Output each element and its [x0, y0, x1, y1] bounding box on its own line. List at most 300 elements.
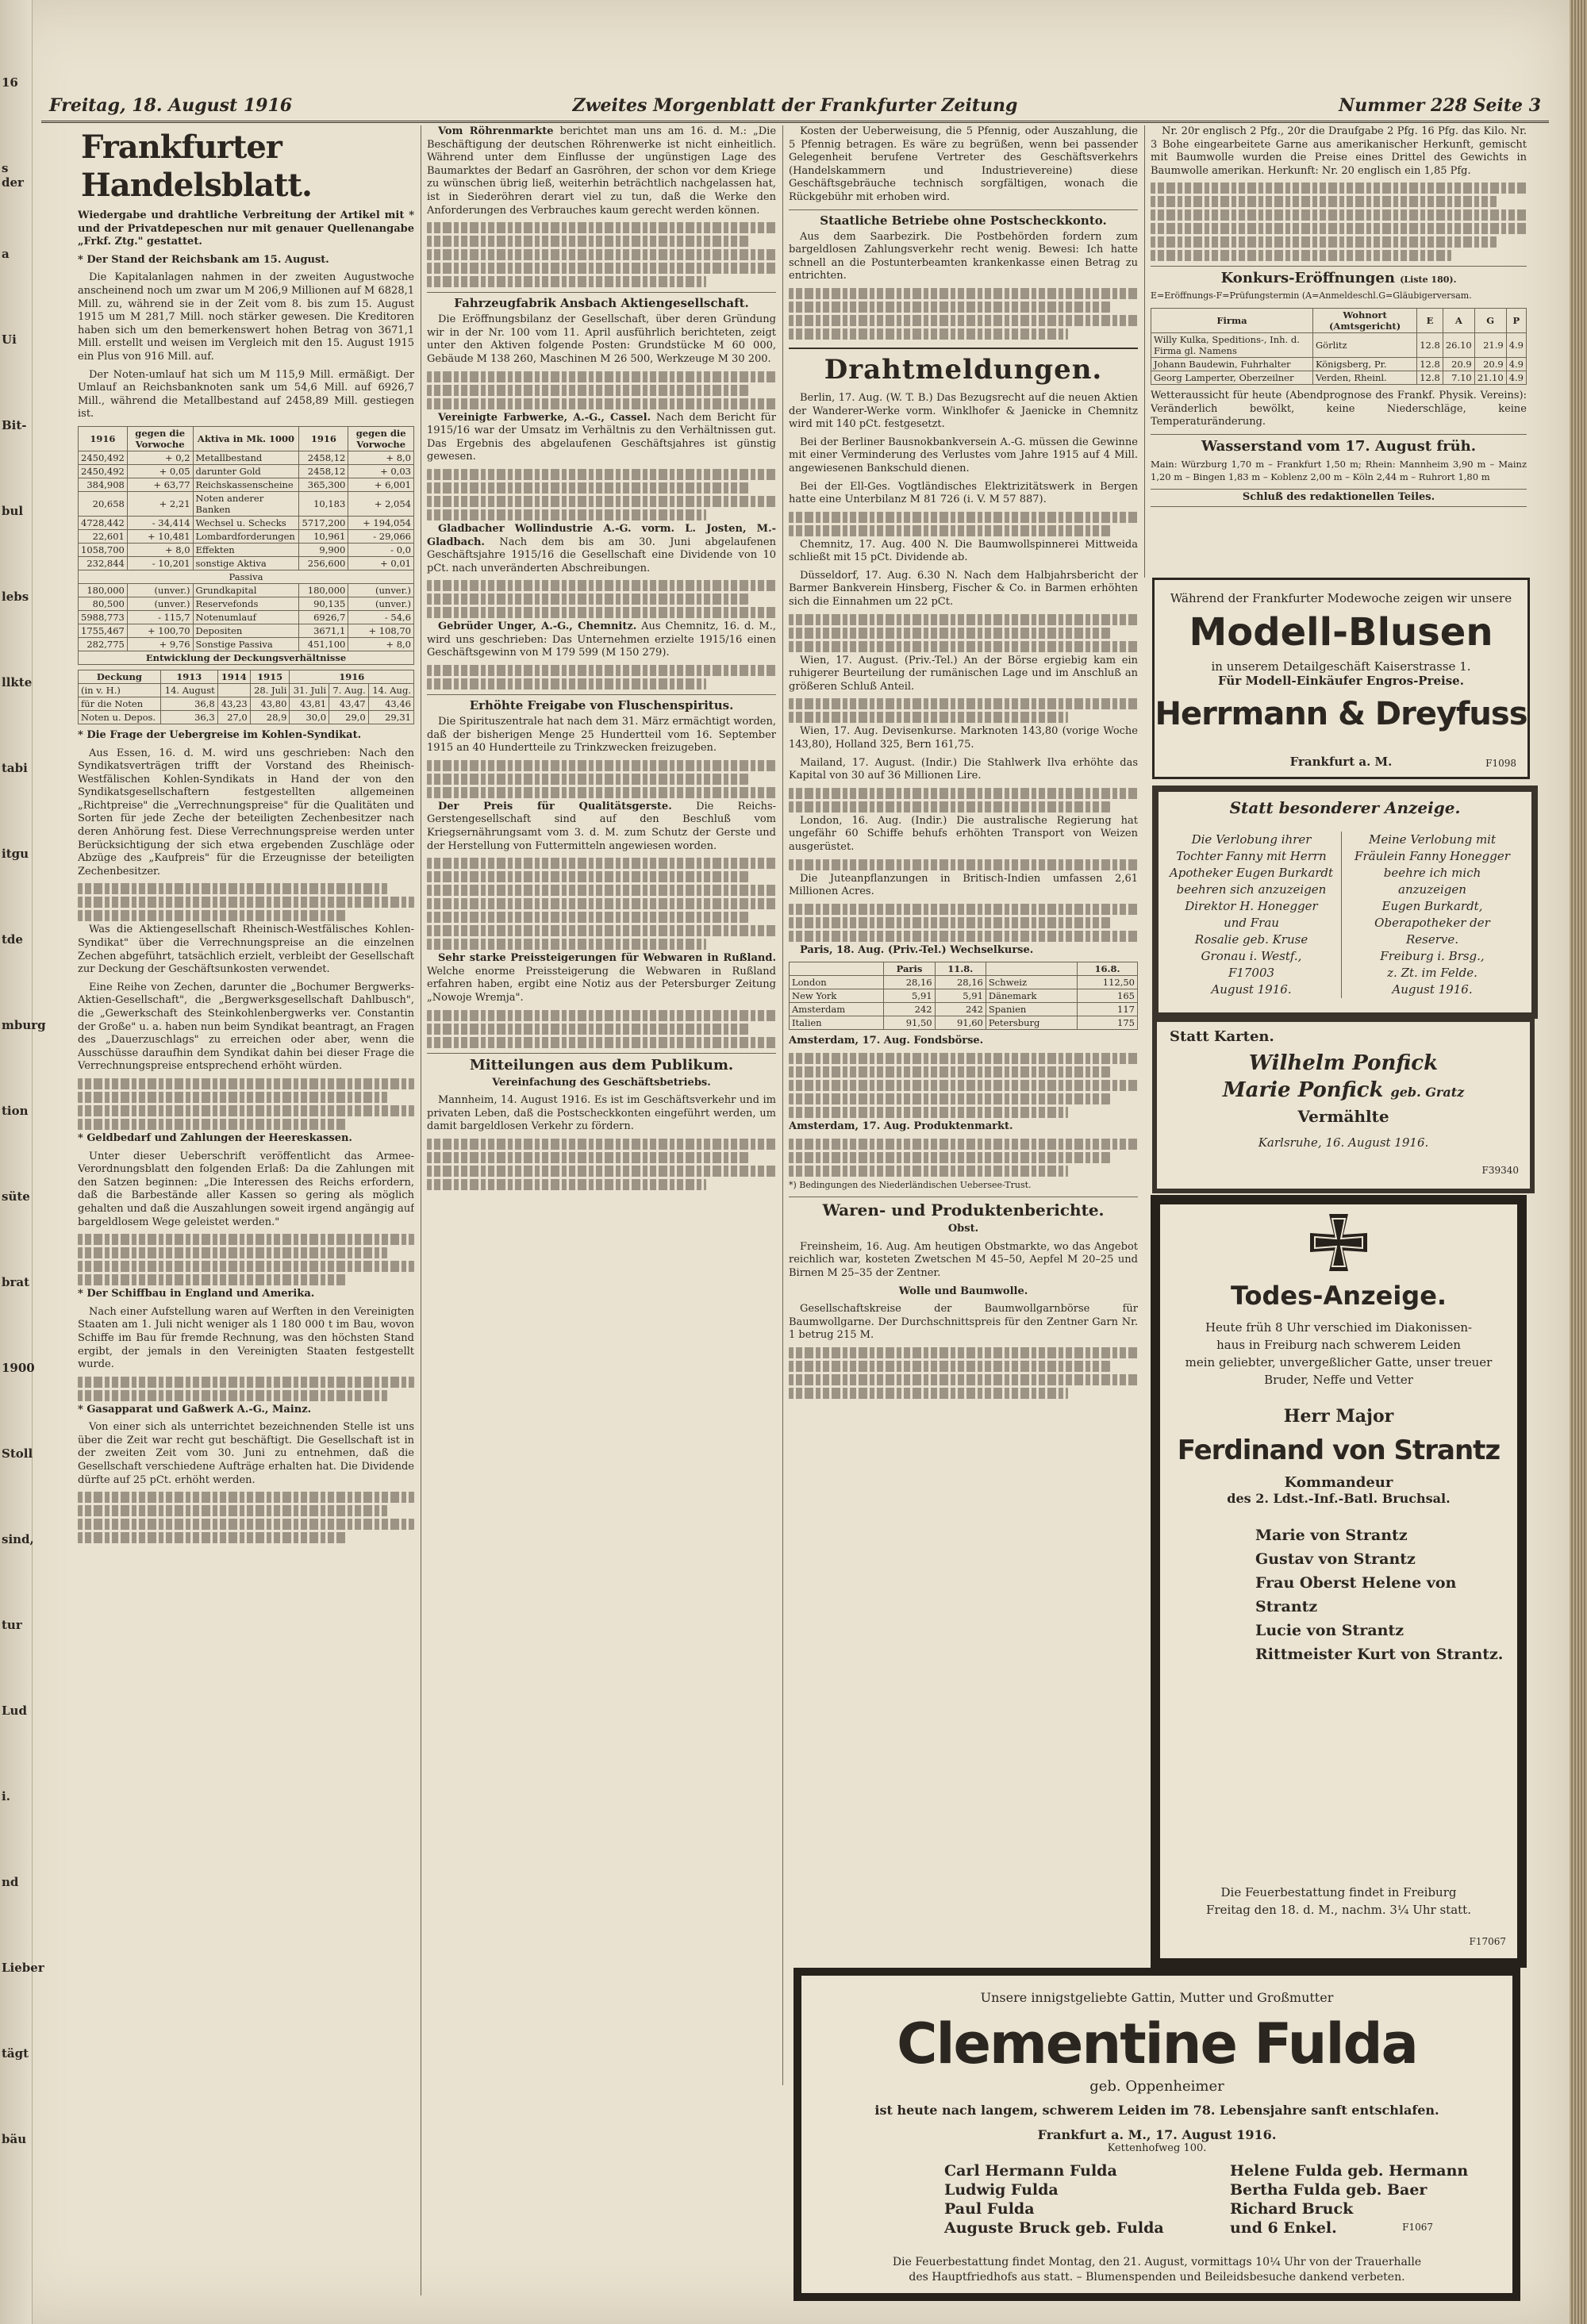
funeral-line: Die Feuerbestattung findet Montag, den 21. August, vormittags 10¼ Uhr von der Trauerhalle [892, 2256, 1422, 2268]
deceased-name: Clementine Fulda [897, 2011, 1417, 2076]
bride-name-text: Marie Ponfick [1222, 1078, 1384, 1102]
article-paragraph [427, 125, 776, 217]
prev-page-fragment: sind, [2, 1532, 34, 1546]
illegible-text [789, 628, 1110, 639]
table-row [790, 1003, 1138, 1016]
table-cell: + 63,77 [127, 478, 193, 491]
table-cell: 27,0 [217, 710, 250, 724]
illegible-text [789, 712, 1068, 723]
illegible-text [789, 1361, 1110, 1372]
table-header: Paris [884, 962, 935, 976]
engagement-line: Tochter Fanny mit Herrn [1176, 849, 1327, 863]
illegible-text [789, 1374, 1138, 1385]
table-cell: 2450,492 [79, 451, 128, 464]
deceased-rank: Herr Major [1283, 1406, 1394, 1427]
table-row [79, 491, 414, 516]
engagement-line: August 1916. [1392, 982, 1473, 997]
prev-page-fragment: i. [2, 1789, 10, 1804]
table-cell: 232,844 [79, 556, 128, 570]
deceased-maiden-name: geb. Oppenheimer [1089, 2078, 1224, 2095]
table-cell: 10,183 [299, 491, 348, 516]
table-row [790, 989, 1138, 1003]
table-cell: 28,9 [250, 710, 290, 724]
table-cell: + 9,76 [127, 637, 193, 651]
illegible-text [427, 1010, 776, 1021]
family-member: Auguste Bruck geb. Fulda [944, 2219, 1164, 2237]
table-cell: 5717,200 [299, 516, 348, 529]
table-cell: + 2,21 [127, 491, 193, 516]
divider [1341, 832, 1342, 998]
article-paragraph: Eine Reihe von Zechen, darunter die „Bochumer Bergwerks-Aktien-Gesellschaft", die „Bergwerksgesellschaft Dahlbusch", die „Gewerkschaft des Steinkohlenbergwerks ver. Constantin der Große" u. a. haben nun beim Syndikat beantragt, an Fragen des „Dauerzuschlags" zu erreichen oder aber, wenn die Ausschüsse daraufhin dem Syndikat dahin bei dieser Frage die Verrechnungspreise entsprechend erhöht würden. [78, 981, 414, 1073]
prev-page-fragment: Lieber [2, 1961, 44, 1975]
article-paragraph [427, 952, 776, 1005]
ad-title: Modell-Blusen [1189, 610, 1493, 655]
obituary-line: mein geliebter, unvergeßlicher Gatte, unser treuer [1185, 1355, 1493, 1369]
table-row [79, 478, 414, 491]
table-cell: Schweiz [986, 976, 1077, 989]
illegible-text [78, 1078, 414, 1089]
article-text: berichtet man uns am 16. d. M.: „Die Beschäftigung der deutschen Röhrenwerke ist nicht einheitlich. Während unter dem Einflusse der ungünstigen Lage des Baumarktes der Bedarf an Gasröhren, der schon vor dem Kriege zu wünschen übrig ließ, weiterhin beträchtlich nachgelassen hat, ist in Siederöhren derart viel zu tun, daß die Werke den Anforderungen des Verbrauches kaum gerecht werden können. [427, 125, 776, 217]
illegible-text [427, 593, 748, 605]
table-cell: 43,47 [329, 697, 369, 710]
column-4 [1151, 125, 1527, 570]
table-cell: Dänemark [986, 989, 1077, 1003]
prev-page-fragment: tägt [2, 2046, 29, 2061]
table-cell: 20.9 [1443, 357, 1474, 371]
table-cell: 20.9 [1474, 357, 1506, 371]
article-heading: Wasserstand vom 17. August früh. [1151, 434, 1527, 455]
table-cell: 12.8 [1417, 332, 1443, 357]
table-cell: 180,000 [79, 583, 128, 597]
article-heading: * Geldbedarf und Zahlungen der Heereskassen. [78, 1131, 352, 1144]
article-text: Nach dem Bericht für 1915/16 war der Umsatz im Verhältnis zu den Verhältnissen gut. Das Ergebnis des abgelaufenen Geschäftsjahres ist günstig gewesen. [427, 411, 776, 463]
table-header: G [1474, 308, 1506, 332]
engagement-line: F17003 [1228, 966, 1275, 980]
engagement-line: Die Verlobung ihrer [1191, 832, 1312, 847]
table-cell: (unver.) [127, 583, 193, 597]
illegible-text [789, 788, 1138, 799]
illegible-text [789, 512, 1138, 523]
illegible-text [427, 885, 776, 896]
prev-page-fragment: mburg [2, 1018, 46, 1032]
family-member: Carl Hermann Fulda [944, 2162, 1117, 2180]
table-cell: für die Noten [79, 697, 161, 710]
table-cell: 4.9 [1506, 332, 1526, 357]
table-cell: Willy Kulka, Speditions-, Inh. d. Firma gl. Namens [1151, 332, 1313, 357]
family-member: Helene Fulda geb. Hermann [1230, 2162, 1469, 2180]
table-cell: + 194,054 [348, 516, 414, 529]
table-cell: New York [790, 989, 884, 1003]
table-cell: 242 [884, 1003, 935, 1016]
article-paragraph: London, 16. Aug. (Indir.) Die australische Regierung hat ungefähr 60 Schiffe behufs erhöhten Transport von Weizen ausgerüstet. [789, 814, 1138, 853]
table-cell: 30,0 [290, 710, 329, 724]
table-cell: + 8,0 [348, 637, 414, 651]
table-cell: 4728,442 [79, 516, 128, 529]
illegible-text [789, 302, 1110, 313]
bride-maiden-name: geb. Gratz [1390, 1085, 1465, 1100]
illegible-text [78, 1519, 414, 1530]
article-subheading: Obst. [947, 1223, 979, 1235]
article-text: Aus Chemnitz, 16. d. M., wird uns geschrieben: Das Unternehmen erzielte 1915/16 einen Geschäftsgewinn von M 179 599 (M 150 279). [427, 620, 776, 659]
table-cell: 365,300 [299, 478, 348, 491]
table-cell: + 6,001 [348, 478, 414, 491]
footnote: *) Bedingungen des Niederländischen Uebersee-Trust. [789, 1179, 1032, 1190]
konkurs-title: Konkurs-Eröffnungen [1220, 270, 1395, 287]
table-row [79, 697, 414, 710]
table-header: Wohnort (Amtsgericht) [1312, 308, 1416, 332]
table-cell: Grundkapital [193, 583, 299, 597]
table-row [79, 683, 414, 697]
table-cell: Verden, Rheinl. [1312, 371, 1416, 384]
family-list-left [944, 2161, 1198, 2238]
table-cell: 2458,12 [299, 451, 348, 464]
ad-reference: F1067 [1402, 2222, 1433, 2233]
engagement-line: beehre ich mich anzuzeigen [1383, 866, 1481, 897]
illegible-text [427, 469, 776, 480]
illegible-text [427, 1152, 748, 1163]
passiva-title: Passiva [79, 570, 414, 583]
article-paragraph: Wien, 17. August. (Priv.-Tel.) An der Börse ergiebig kam ein ruhigerer Beurteilung der rumänischen Lage und im Anschluß an größeren Schluß Anteil. [789, 654, 1138, 693]
illegible-text [78, 1119, 347, 1130]
table-cell: 384,908 [79, 478, 128, 491]
table-cell: Georg Lamperter, Oberzeilner [1151, 371, 1313, 384]
funeral-line: Freitag den 18. d. M., nachm. 3¼ Uhr statt. [1206, 1903, 1471, 1917]
table-cell: 21.9 [1474, 332, 1506, 357]
table-cell: 12.8 [1417, 371, 1443, 384]
table-cell: sonstige Aktiva [193, 556, 299, 570]
ad-reference: F39340 [1481, 1165, 1519, 1176]
ad-header: Statt besonderer Anzeige. [1229, 798, 1461, 817]
prev-page-fragment: nd [2, 1875, 19, 1889]
article-paragraph: Die Juteanpflanzungen in Britisch-Indien umfassen 2,61 Millionen Acres. [789, 872, 1138, 898]
illegible-text [78, 1377, 414, 1388]
table-cell: 242 [935, 1003, 986, 1016]
article-heading: Fahrzeugfabrik Ansbach Aktiengesellschaft. [427, 292, 776, 310]
advertisement-modell-blusen [1152, 578, 1530, 779]
table-row [79, 464, 414, 478]
illegible-text [789, 1347, 1138, 1358]
column-2 [427, 125, 776, 2295]
engagement-line: Freiburg i. Brsg., [1380, 949, 1485, 963]
prev-page-fragment: tde [2, 932, 23, 947]
ad-line: Für Modell-Einkäufer Engros-Preise. [1218, 674, 1464, 688]
engagement-line: Rosalie geb. Kruse [1194, 932, 1308, 947]
table-cell: Metallbestand [193, 451, 299, 464]
article-paragraph: Bei der Berliner Bausnokbankversein A.-G. müssen die Gewinne mit einer Verminderung des Verlustes vom Jahre 1915 auf 4 Mill. angewiesenen Bankschuld dienen. [789, 436, 1138, 474]
deckung-rows [79, 683, 414, 724]
illegible-text [1151, 209, 1527, 221]
family-member: Richard Bruck [1230, 2200, 1354, 2218]
illegible-text [427, 222, 776, 233]
table-cell: 28,16 [935, 976, 986, 989]
table-cell: + 8,0 [127, 543, 193, 556]
article-heading: Amsterdam, 17. Aug. Fondsbörse. [789, 1035, 984, 1047]
announcement-wedding [1152, 1017, 1535, 1193]
prev-page-fragment: Lud [2, 1704, 27, 1718]
table-cell: 12.8 [1417, 357, 1443, 371]
article-paragraph: Düsseldorf, 17. Aug. 6.30 N. Nach dem Halbjahrsbericht der Barmer Bankverein Hinsberg, Fischer & Co. in Barmen erhöhten sich die Einnahmen um 22 pCt. [789, 569, 1138, 609]
article-paragraph: Bei der Ell-Ges. Vogtländisches Elektrizitätswerk in Bergen hatte eine Unterbilanz M 81 726 (i. V. M 57 887). [789, 480, 1138, 506]
illegible-text [427, 787, 776, 798]
article-paragraph: Unter dieser Ueberschrift veröffentlicht das Armee-Verordnungsblatt den folgenden Erlaß: Da die Zahlungen mit den Satzen beginnen: „Die Interessen des Reichs erfordern, daß die Barbestände aller Kassen so gering als möglich gehalten und daß die Auszahlungen soweit irgend angängig auf bargeldlosem Wege geleistet werden." [78, 1150, 414, 1228]
table-cell: 14. Aug. [368, 683, 413, 697]
table-cell: 4.9 [1506, 357, 1526, 371]
table-row [79, 516, 414, 529]
illegible-text [789, 859, 1138, 870]
illegible-text [427, 371, 776, 382]
obituary-line: Bruder, Neffe und Vetter [1264, 1373, 1413, 1387]
table-cell: 28. Juli [250, 683, 290, 697]
table-cell: Lombardforderungen [193, 529, 299, 543]
family-member: Paul Fulda [944, 2200, 1035, 2218]
table-cell: 2458,12 [299, 464, 348, 478]
article-paragraph: Berlin, 17. Aug. (W. T. B.) Das Bezugsrecht auf die neuen Aktien der Wanderer-Werke vorm. Winklhofer & Jaenicke in Chemnitz wird mit 140 pCt. festgesetzt. [789, 391, 1138, 431]
table-header: 1916 [290, 670, 414, 683]
family-member: Gustav von Strantz [1255, 1550, 1416, 1568]
obituary-line: Heute früh 8 Uhr verschied im Diakonissen- [1205, 1320, 1473, 1335]
article-heading: Mitteilungen aus dem Publikum. [427, 1053, 776, 1074]
table-header: 11.8. [935, 962, 986, 976]
previous-page-edge [0, 0, 46, 2324]
prev-page-fragment: Bit- [2, 418, 27, 432]
engagement-line: beehren sich anzuzeigen [1176, 882, 1327, 897]
table-header: E [1417, 308, 1443, 332]
engagement-line: Eugen Burkardt, [1381, 899, 1483, 913]
book-edge [1570, 0, 1587, 2324]
article-paragraph: Die Spirituszentrale hat nach dem 31. März ermächtigt worden, daß der bisherigen Menge 25 Hundertteil vom 16. September 1915 an 40 Hundertteile zu Trinkzwecken freizugeben. [427, 716, 776, 755]
table-cell: 21.10 [1474, 371, 1506, 384]
iron-cross-icon [1307, 1211, 1370, 1274]
obituary-text [1160, 1319, 1517, 1389]
article-heading: Staatliche Betriebe ohne Postscheckkonto. [789, 209, 1138, 228]
table-cell: 4.9 [1506, 371, 1526, 384]
illegible-text [789, 1166, 1068, 1177]
section-heading: Waren- und Produktenberichte. [789, 1197, 1138, 1220]
obituary-place: Frankfurt a. M., 17. August 1916. [1037, 2127, 1277, 2142]
table-cell: 28,16 [884, 976, 935, 989]
table-cell: 43,80 [250, 697, 290, 710]
konkurs-subtitle: (Liste 180). [1400, 275, 1457, 286]
obituary-strantz [1151, 1195, 1527, 1968]
table-row [79, 543, 414, 556]
illegible-text [427, 774, 748, 785]
reichsbank-table [78, 426, 414, 665]
ad-title: Vermählte [1297, 1107, 1389, 1126]
article-heading: Vom Röhrenmarkte [438, 125, 554, 137]
illegible-text [427, 1024, 748, 1035]
illegible-text [1151, 236, 1497, 248]
illegible-text [789, 1139, 1138, 1150]
article-paragraph: Aus Essen, 16. d. M. wird uns geschrieben: Nach den Syndikatsverträgen trifft der Vorstand des Rheinisch-Westfälischen Kohlen-Syndikats in Hand der von den Syndikatsgesellschaftern festgestellten allgemeinen „Richtpreise" die „Verrechnungspreise" für die Qualitäten und Sorten für jede Zeche der beteiligten Zechenbesitzer nach deren Anhörung fest. Diese Verrechnungspreise werden unter Berücksichtigung der sich etwa ergebenden Zuschläge oder Abzüge des „Kaufpreis" für die Erzeugnisse der beteiligten Zechenbesitzer. [78, 747, 414, 878]
table-cell: Spanien [986, 1003, 1077, 1016]
table-cell: Effekten [193, 543, 299, 556]
table-cell: - 29,066 [348, 529, 414, 543]
illegible-text [789, 1066, 1110, 1077]
page-header [41, 94, 1549, 123]
table-cell: + 0,01 [348, 556, 414, 570]
article-heading: * Die Frage der Uebergreise im Kohlen-Syndikat. [78, 728, 362, 741]
prev-page-fragment: Stoll [2, 1446, 33, 1461]
table-cell: 5988,773 [79, 610, 128, 624]
illegible-text [789, 1093, 1110, 1104]
illegible-text [789, 1152, 1110, 1163]
illegible-text [78, 1274, 347, 1285]
table-cell: 36,8 [160, 697, 217, 710]
illegible-text [427, 385, 748, 396]
article-heading: Sehr starke Preissteigerungen für Webwaren in Rußland. [438, 952, 776, 965]
family-member: Rittmeister Kurt von Strantz. [1255, 1646, 1504, 1663]
table-header: 1915 [250, 670, 290, 683]
illegible-text [78, 1492, 414, 1503]
table-cell: + 0,03 [348, 464, 414, 478]
reprint-note: Wiedergabe und drahtliche Verbreitung der Artikel mit * und der Privatdepeschen nur mit genauer Quellenangabe „Frkf. Ztg." gestattet. [78, 209, 414, 248]
table-row [1151, 332, 1527, 357]
illegible-text [1151, 223, 1527, 234]
table-cell: Sonstige Passiva [193, 637, 299, 651]
engagement-line: Direktor H. Honegger [1185, 899, 1318, 913]
obituary-street: Kettenhofweg 100. [1107, 2142, 1207, 2154]
table-cell: 10,961 [299, 529, 348, 543]
table-row [790, 1016, 1138, 1030]
table-cell: 180,000 [299, 583, 348, 597]
illegible-text [427, 482, 748, 494]
table-cell: Königsberg, Pr. [1312, 357, 1416, 371]
table-header: Deckung [79, 670, 161, 683]
illegible-text [789, 315, 1138, 326]
table-cell: Johann Baudewin, Fuhrhalter [1151, 357, 1313, 371]
table-cell: 3671,1 [299, 624, 348, 637]
table-cell: 165 [1077, 989, 1137, 1003]
obituary-text: ist heute nach langem, schwerem Leiden im 78. Lebensjahre sanft entschlafen. [874, 2103, 1439, 2118]
illegible-text [427, 607, 776, 618]
ad-intro: Während der Frankfurter Modewoche zeigen wir unsere [1170, 591, 1512, 605]
table-cell: 451,100 [299, 637, 348, 651]
deceased-name: Ferdinand von Strantz [1177, 1435, 1501, 1466]
prev-page-fragment: llkte [2, 675, 33, 690]
deckung-title: Entwicklung der Deckungsverhältnisse [79, 651, 414, 664]
prev-page-fragment: itgu [2, 847, 29, 861]
table-cell: - 115,7 [127, 610, 193, 624]
article-heading: * Der Stand der Reichsbank am 15. August. [78, 253, 329, 266]
table-row [79, 529, 414, 543]
article-paragraph: Nach einer Aufstellung waren auf Werften in den Vereinigten Staaten am 1. Juli nicht weniger als 1 180 000 t im Bau, wovon Schiffe im Bau für fremde Rechnung, was den höchsten Stand ergibt, der jemals in den Vereinigten Staaten festgestellt wurde. [78, 1305, 414, 1371]
article-subheading: Vereinfachung des Geschäftsbetriebs. [492, 1076, 711, 1089]
illegible-text [427, 249, 776, 260]
article-paragraph [427, 801, 776, 853]
illegible-text [427, 1166, 776, 1177]
article-text: Die Reichs-Gerstengesellschaft sind auf den Beschluß vom Kriegsernährungsamt vom 3. d. M. zum Schutz der Gerste und der Herstellung von Futtermitteln angewiesen worden. [427, 800, 776, 852]
table-cell: 22,601 [79, 529, 128, 543]
article-heading: Der Preis für Qualitätsgerste. [438, 800, 672, 812]
table-row [1151, 371, 1527, 384]
illegible-text [427, 1037, 776, 1048]
table-row [79, 624, 414, 637]
deceased-role: des 2. Ldst.-Inf.-Batl. Bruchsal. [1227, 1491, 1451, 1506]
obituary-intro: Unsere innigstgeliebte Gattin, Mutter und Großmutter [980, 1990, 1334, 2005]
illegible-text [1151, 196, 1497, 207]
table-cell: 43,81 [290, 697, 329, 710]
ad-reference: F1098 [1485, 758, 1516, 769]
table-header: 16.8. [1077, 962, 1137, 976]
illegible-text [789, 328, 1068, 340]
funeral-line: Die Feuerbestattung findet in Freiburg [1220, 1885, 1457, 1900]
prev-page-fragment: tur [2, 1618, 22, 1632]
header-page-number: Nummer 228 Seite 3 [1339, 95, 1541, 116]
family-member: Bertha Fulda geb. Baer [1230, 2181, 1428, 2199]
funeral-note [801, 2255, 1512, 2285]
table-cell: Petersburg [986, 1016, 1077, 1030]
article-heading: Gladbacher Wollindustrie A.-G. vorm. L. Josten, M.-Gladbach. [427, 522, 776, 548]
prev-page-fragment: tabi [2, 761, 28, 775]
table-cell: 91,60 [935, 1016, 986, 1030]
table-cell: 1058,700 [79, 543, 128, 556]
table-cell: + 0,05 [127, 464, 193, 478]
article-text: Welche enorme Preissteigerung die Webwaren in Rußland erfahren haben, ergibt eine Notiz aus der Petersburger Zeitung „Nowoje Wremja". [427, 965, 776, 1004]
ad-title: Todes-Anzeige. [1230, 1281, 1447, 1311]
engagement-line: Gronau i. Westf., [1201, 949, 1302, 963]
article-paragraph: Die Eröffnungsbilanz der Gesellschaft, über deren Gründung wir in der Nr. 100 vom 11. April ausführlich berichteten, zeigt unter den Aktiven folgende Posten: Grundstücke M 60 000, Gebäude M 138 260, Maschinen M 26 500, Werkzeuge M 30 200. [427, 313, 776, 365]
article-paragraph: Der Noten-umlauf hat sich um M 115,9 Mill. ermäßigt. Der Umlauf an Reichsbanknoten sank um 54,6 Mill. auf 6926,7 Mill., während die Metallbestand auf 2458,89 Mill. gestiegen ist. [78, 368, 414, 421]
illegible-text [789, 1107, 1068, 1118]
ad-reference: F17067 [1469, 1936, 1506, 1947]
article-paragraph: Kosten der Ueberweisung, die 5 Pfennig, oder Auszahlung, die 5 Pfennig betragen. Es wäre zu begrüßen, wenn bei passender Gelegenheit berufene Vertreter des Geschäftsverkehrs (Handelskammern und Industrievereine) diese Geschäftsgebräuche technisch sorgfältigen, wonach die Rückgebühr mit erhoben wird. [789, 125, 1138, 203]
table-cell: 36,3 [160, 710, 217, 724]
table-header [790, 962, 884, 976]
illegible-text [427, 398, 776, 409]
prev-page-fragment: lebs [2, 590, 29, 604]
table-cell: 31. Juli [290, 683, 329, 697]
table-cell: Amsterdam [790, 1003, 884, 1016]
passiva-rows [79, 583, 414, 651]
illegible-text [427, 678, 706, 690]
table-cell: + 8,0 [348, 451, 414, 464]
editorial-end: Schluß des redaktionellen Teiles. [1151, 489, 1527, 507]
illegible-text [1151, 250, 1451, 261]
table-cell: 91,50 [884, 1016, 935, 1030]
table-cell: (unver.) [348, 597, 414, 610]
obituary-fulda [794, 1968, 1520, 2301]
ad-city: Frankfurt a. M. [1289, 755, 1393, 769]
deceased-role: Kommandeur [1284, 1474, 1393, 1491]
engagement-line: Meine Verlobung mit [1368, 832, 1496, 847]
table-cell: + 108,70 [348, 624, 414, 637]
table-cell: Noten anderer Banken [193, 491, 299, 516]
article-heading: Erhöhte Freigabe von Fluschenspiritus. [427, 694, 776, 713]
table-header: A [1443, 308, 1474, 332]
engagement-line: Oberapotheker der Reserve. [1374, 916, 1490, 947]
table-cell: 14. August [160, 683, 217, 697]
article-paragraph: Die Kapitalanlagen nahmen in der zweiten Augustwoche anscheinend noch um zwar um M 206,9 Millionen auf M 6828,1 Mill. zu, während sie in der Zeit vom 8. bis zum 15. August 1915 um M 281,7 Mill. noch stärker gewesen. Die Kreditoren haben sich um den bemerkenswert hohen Betrag von 3671,1 Mill. erstellt und weisen im Vergleich mit den 15. August 1915 ein Plus von 916 Mill. auf. [78, 271, 414, 363]
deckung-table [78, 670, 414, 724]
table-row [79, 610, 414, 624]
table-cell: + 2,054 [348, 491, 414, 516]
engagement-line: z. Zt. im Felde. [1387, 966, 1477, 980]
illegible-text [427, 1139, 776, 1150]
illegible-text [427, 1179, 706, 1190]
article-paragraph: Mannheim, 14. August 1916. Es ist im Geschäftsverkehr und im privaten Leben, daß die Postscheckkonten eingeführt werden, um damit bargeldlosen Verkehr zu fördern. [427, 1094, 776, 1133]
article-heading: Vereinigte Farbwerke, A.-G., Cassel. [438, 411, 651, 424]
family-member: Frau Oberst Helene von Strantz [1255, 1574, 1457, 1615]
table-cell: 43,46 [368, 697, 413, 710]
family-list-right [1230, 2161, 1484, 2238]
table-header: 1914 [217, 670, 250, 683]
prev-page-fragment: bul [2, 504, 24, 518]
table-cell: 2450,492 [79, 464, 128, 478]
illegible-text [427, 912, 748, 923]
illegible-text [789, 917, 1110, 928]
table-row [1151, 357, 1527, 371]
illegible-text [789, 1388, 1068, 1399]
